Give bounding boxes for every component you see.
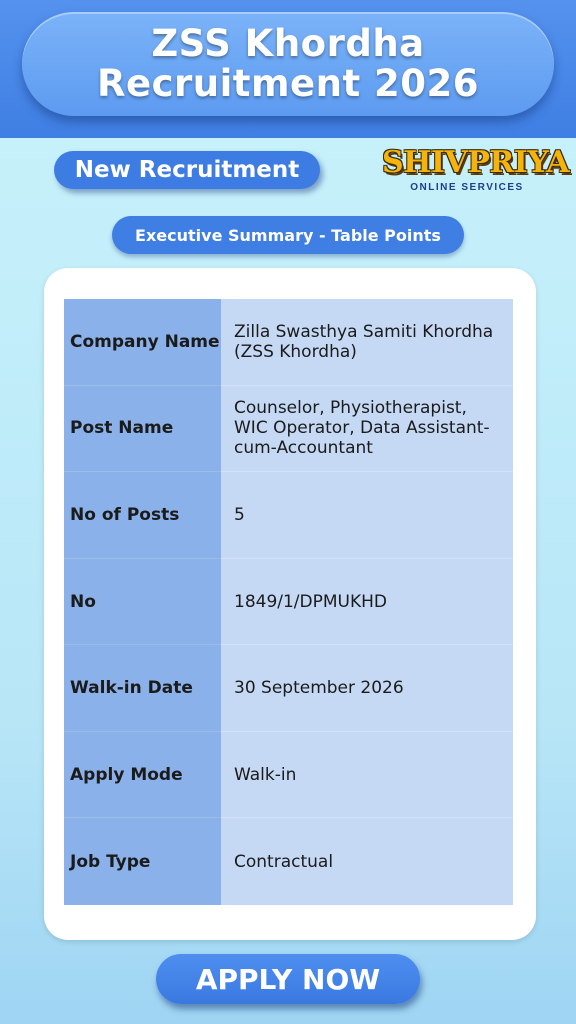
new-recruitment-badge: New Recruitment — [54, 151, 320, 189]
row-label: Company Name — [64, 299, 221, 386]
title-banner — [22, 12, 554, 116]
row-value: Zilla Swasthya Samiti Khordha (ZSS Khordha) — [221, 299, 513, 386]
row-label: No of Posts — [64, 472, 221, 559]
header-band — [0, 0, 576, 138]
table-row — [64, 818, 513, 905]
summary-table — [64, 299, 513, 905]
row-label: Job Type — [64, 818, 221, 905]
table-row — [64, 472, 513, 559]
page-title-line2: Recruitment 2026 — [96, 62, 479, 105]
row-value: Contractual — [221, 818, 513, 905]
row-value: 30 September 2026 — [221, 645, 513, 732]
row-label: No — [64, 559, 221, 646]
row-label: Post Name — [64, 386, 221, 473]
table-row — [64, 386, 513, 473]
table-row — [64, 299, 513, 386]
logo-tagline: ONLINE SERVICES — [410, 182, 524, 193]
row-value: 1849/1/DPMUKHD — [221, 559, 513, 646]
shivpriya-logo — [382, 145, 570, 198]
page-title-line1: ZSS Khordha — [151, 22, 425, 65]
row-label: Walk-in Date — [64, 645, 221, 732]
apply-now-button[interactable]: APPLY NOW — [156, 954, 420, 1004]
executive-summary-label: Executive Summary - Table Points — [112, 216, 464, 254]
row-value: Walk-in — [221, 732, 513, 819]
table-row — [64, 559, 513, 646]
row-value: 5 — [221, 472, 513, 559]
row-value: Counselor, Physiotherapist, WIC Operator, Data Assistant-cum-Accountant — [221, 386, 513, 473]
table-row — [64, 645, 513, 732]
logo-name: SHIVPRIYA — [382, 145, 570, 180]
table-row — [64, 732, 513, 819]
row-label: Apply Mode — [64, 732, 221, 819]
